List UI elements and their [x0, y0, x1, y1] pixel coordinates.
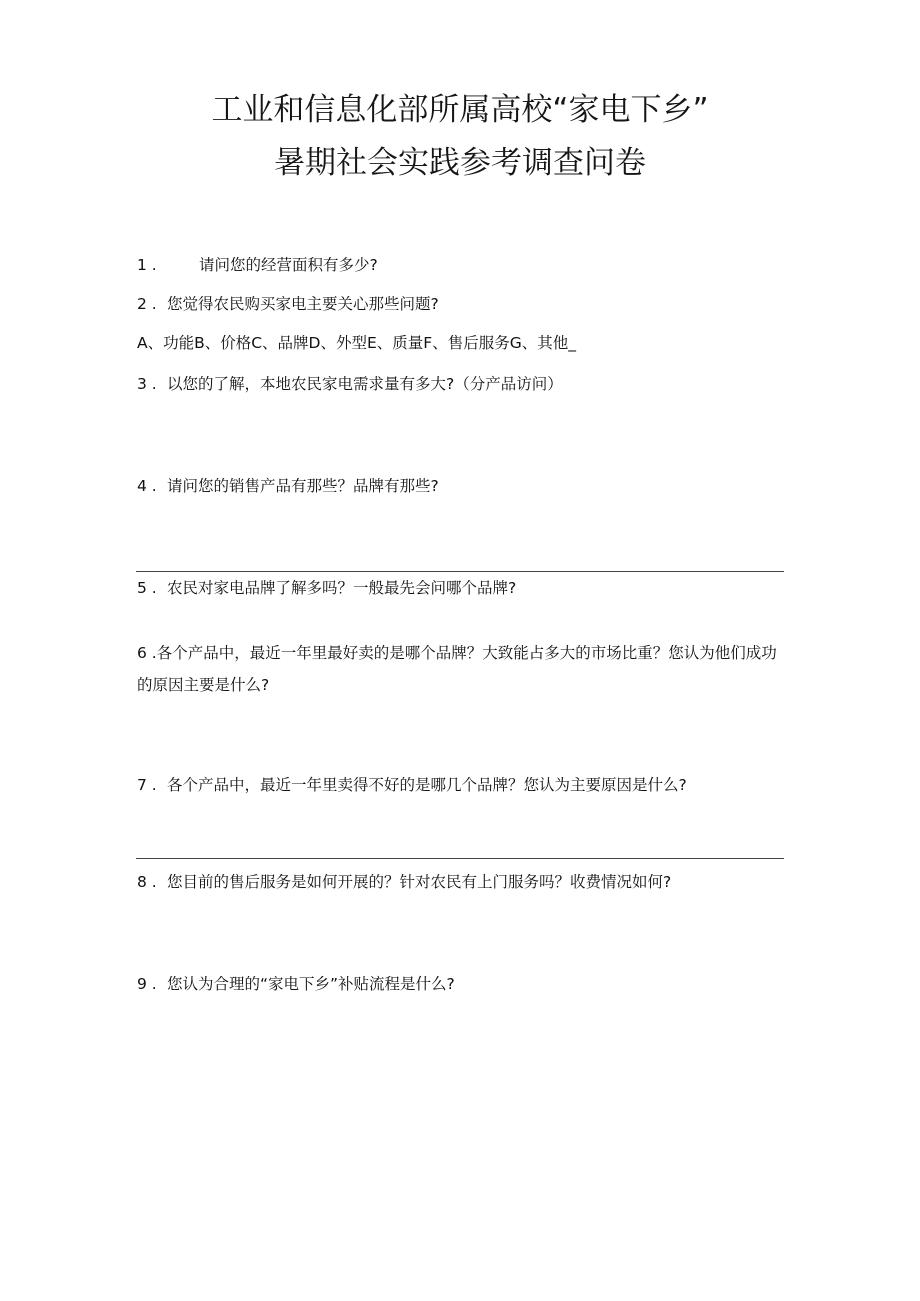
document-title-line-1: 工业和信息化部所属高校“家电下乡” — [211, 92, 709, 128]
question-text: 各个产品中，最近一年里卖得不好的是哪几个品牌？您认为主要原因是什么? — [167, 776, 687, 794]
question-number: 3 . — [137, 375, 157, 393]
question-number: 5 . — [137, 579, 157, 597]
question-text: 以您的了解，本地农民家电需求量有多大?（分产品访问） — [167, 375, 563, 393]
question-text: 您目前的售后服务是如何开展的？针对农民有上门服务吗？收费情况如何? — [167, 873, 672, 891]
question-number: 4 . — [137, 477, 157, 495]
question-number: 2 . — [137, 295, 157, 313]
question-number: 7 . — [137, 776, 157, 794]
document-title-line-2: 暑期社会实践参考调查问卷 — [274, 145, 646, 181]
question-number: 9 . — [137, 975, 157, 993]
answer-line — [136, 858, 784, 859]
question-number: 8 . — [137, 873, 157, 891]
question-1 — [137, 255, 378, 275]
question-6 — [137, 637, 787, 701]
question-number: 1 . — [137, 256, 157, 274]
question-text: 您觉得农民购买家电主要关心那些问题? — [167, 295, 439, 313]
answer-line — [136, 571, 784, 572]
question-text: 各个产品中，最近一年里最好卖的是哪个品牌？大致能占多大的市场比重？您认为他们成功的原因主要是什么? — [137, 644, 777, 694]
question-text: 请问您的经营面积有多少? — [199, 256, 378, 274]
question-text: 农民对家电品牌了解多吗？一般最先会问哪个品牌? — [167, 579, 517, 597]
question-8 — [137, 872, 671, 892]
question-number: 6 . — [137, 644, 157, 662]
question-2 — [137, 294, 439, 314]
question-5 — [137, 578, 516, 598]
question-2-options: A、功能B、价格C、品牌D、外型E、质量F、售后服务G、其他_ — [137, 334, 576, 352]
question-4 — [137, 476, 439, 496]
question-9 — [137, 974, 455, 994]
question-3 — [137, 374, 563, 394]
question-7 — [137, 775, 687, 795]
question-text: 您认为合理的“家电下乡”补贴流程是什么? — [167, 975, 455, 993]
question-text: 请问您的销售产品有那些？品牌有那些? — [167, 477, 439, 495]
